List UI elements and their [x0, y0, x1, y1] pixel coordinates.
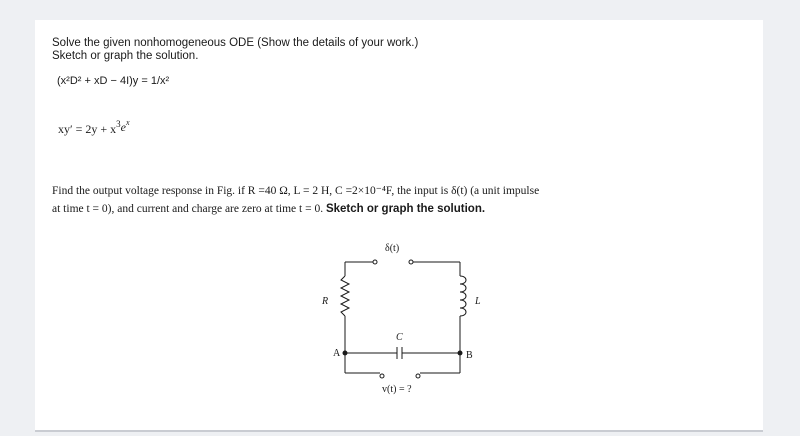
problem1-sketch-instruction: Sketch or graph the solution. [52, 50, 199, 62]
output-label: v(t) = ? [382, 384, 412, 395]
resistor-symbol [341, 276, 349, 316]
bottom-divider [35, 430, 763, 432]
eq2-main: xy′ = 2y + x [58, 122, 117, 136]
inductor-symbol [460, 276, 466, 316]
output-terminal-left [380, 374, 384, 378]
inductor-label: L [475, 296, 481, 307]
node-a-dot [343, 351, 348, 356]
node-a-label: A [333, 348, 341, 359]
problem2-line1: Find the output voltage response in Fig. if R =40 Ω, L = 2 H, C =2×10⁻⁴F, the input is δ(t) (a unit impulse [52, 185, 540, 197]
eq2-exponent: 3 [116, 119, 121, 129]
output-terminal-right [416, 374, 420, 378]
input-label: δ(t) [385, 243, 400, 254]
problem2-line2-text: at time t = 0), and current and charge are zero at time t = 0. [52, 203, 324, 215]
problem2-sketch-instruction: Sketch or graph the solution. [325, 203, 486, 215]
input-terminal-left [373, 260, 377, 264]
eq2-e: e [120, 120, 126, 134]
ode-equation-1: (x²D² + xD − 4I)y = 1/x² [57, 75, 170, 87]
problem1-instruction: Solve the given nonhomogeneous ODE (Show the details of your work.) [52, 37, 419, 49]
node-b-label: B [466, 350, 473, 361]
eq2-e-exponent: x [126, 118, 130, 127]
resistor-label: R [322, 296, 329, 307]
node-b-dot [458, 351, 463, 356]
input-terminal-right [409, 260, 413, 264]
capacitor-label: C [396, 332, 403, 343]
